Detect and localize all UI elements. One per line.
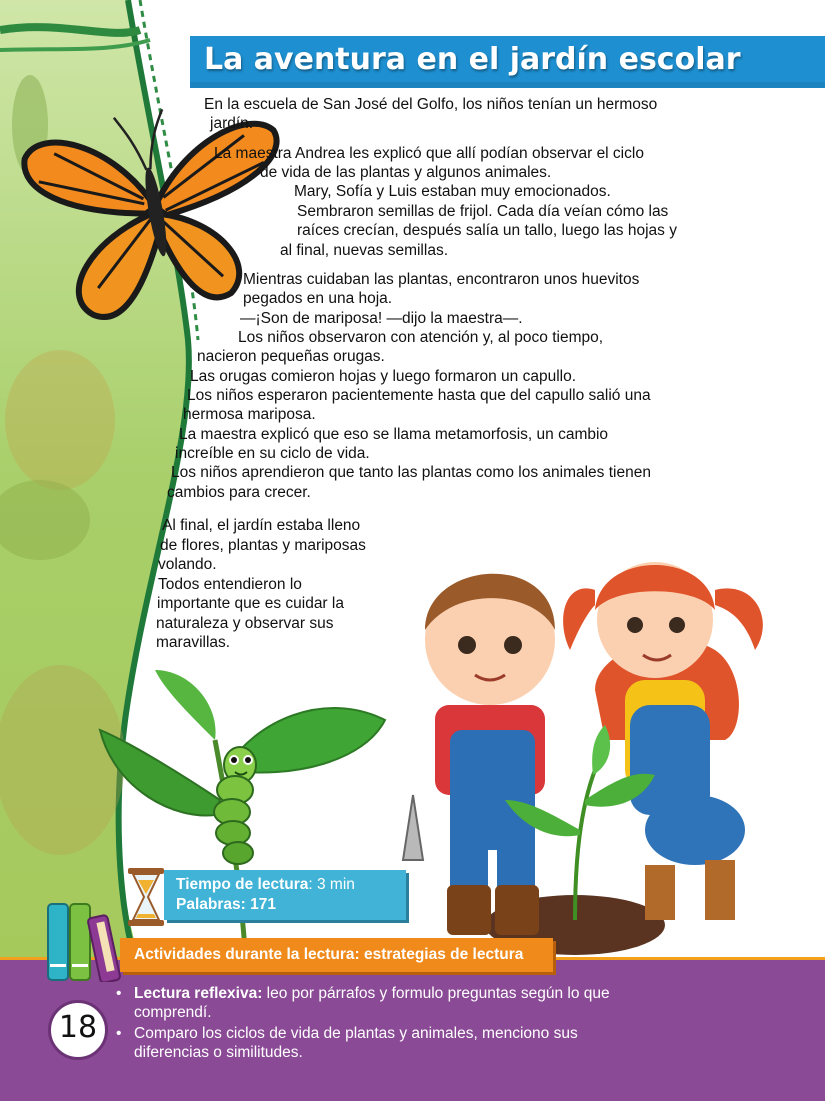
story-line: Mientras cuidaban las plantas, encontraron unos huevitos bbox=[243, 271, 640, 288]
list-item bbox=[116, 1024, 776, 1062]
story-line: importante que es cuidar la bbox=[157, 595, 344, 612]
list-item bbox=[116, 984, 776, 1022]
activities-header-text: Actividades durante la lectura: estrategias de lectura bbox=[134, 946, 524, 963]
story-line: volando. bbox=[158, 556, 217, 573]
bullet-icon: • bbox=[116, 985, 122, 1002]
story-line: maravillas. bbox=[156, 634, 231, 651]
story-line: de vida de las plantas y algunos animales. bbox=[260, 164, 552, 181]
story-line: Sembraron semillas de frijol. Cada día veían cómo las bbox=[297, 203, 669, 220]
page-number-badge bbox=[48, 1000, 108, 1060]
bullet-bold: Lectura reflexiva: bbox=[134, 985, 263, 1002]
bullet-text: leo por párrafos y formulo preguntas según lo que bbox=[262, 985, 610, 1002]
title-bar bbox=[190, 36, 825, 88]
story-line: Los niños esperaron pacientemente hasta que del capullo salió una bbox=[187, 387, 651, 404]
activities-list bbox=[116, 984, 776, 1064]
story-line: nacieron pequeñas orugas. bbox=[197, 348, 385, 365]
story-line: La maestra Andrea les explicó que allí podían observar el ciclo bbox=[214, 145, 644, 162]
story-line: jardín. bbox=[210, 115, 254, 132]
story-line: —¡Son de mariposa! —dijo la maestra—. bbox=[240, 310, 523, 327]
bullet-text-continued: diferencias o similitudes. bbox=[134, 1044, 303, 1061]
page-title: La aventura en el jardín escolar bbox=[204, 42, 741, 77]
story-line: Los niños observaron con atención y, al poco tiempo, bbox=[238, 329, 604, 346]
page-number: 18 bbox=[58, 1010, 98, 1045]
story-line: Mary, Sofía y Luis estaban muy emocionados. bbox=[294, 183, 611, 200]
reading-time bbox=[176, 876, 355, 894]
story-line: Todos entendieron lo bbox=[158, 576, 302, 593]
story-line: raíces crecían, después salía un tallo, luego las hojas y bbox=[297, 222, 677, 239]
story-line: hermosa mariposa. bbox=[183, 406, 316, 423]
story-line: al final, nuevas semillas. bbox=[280, 242, 448, 259]
bullet-text-continued: comprendí. bbox=[134, 1004, 212, 1021]
story-line: En la escuela de San José del Golfo, los niños tenían un hermoso bbox=[204, 96, 658, 113]
story-line: de flores, plantas y mariposas bbox=[160, 537, 366, 554]
children-illustration bbox=[395, 530, 815, 960]
reading-time-box bbox=[164, 870, 406, 920]
word-count: Palabras: 171 bbox=[176, 896, 276, 913]
story-line: increíble en su ciclo de vida. bbox=[175, 445, 370, 462]
story-line: La maestra explicó que eso se llama metamorfosis, un cambio bbox=[179, 426, 609, 443]
reading-time-value: : 3 min bbox=[308, 876, 355, 893]
reading-time-label: Tiempo de lectura bbox=[176, 876, 309, 893]
story-line: pegados en una hoja. bbox=[243, 290, 393, 307]
bullet-icon: • bbox=[116, 1025, 122, 1042]
story-line: Al final, el jardín estaba lleno bbox=[162, 517, 361, 534]
story-line: cambios para crecer. bbox=[167, 484, 311, 501]
bullet-text: Comparo los ciclos de vida de plantas y animales, menciono sus bbox=[134, 1025, 578, 1042]
activities-header bbox=[120, 938, 553, 972]
story-line: naturaleza y observar sus bbox=[156, 615, 334, 632]
story-line: Los niños aprendieron que tanto las plantas como los animales tienen bbox=[171, 464, 651, 481]
story-line: Las orugas comieron hojas y luego formaron un capullo. bbox=[190, 368, 577, 385]
